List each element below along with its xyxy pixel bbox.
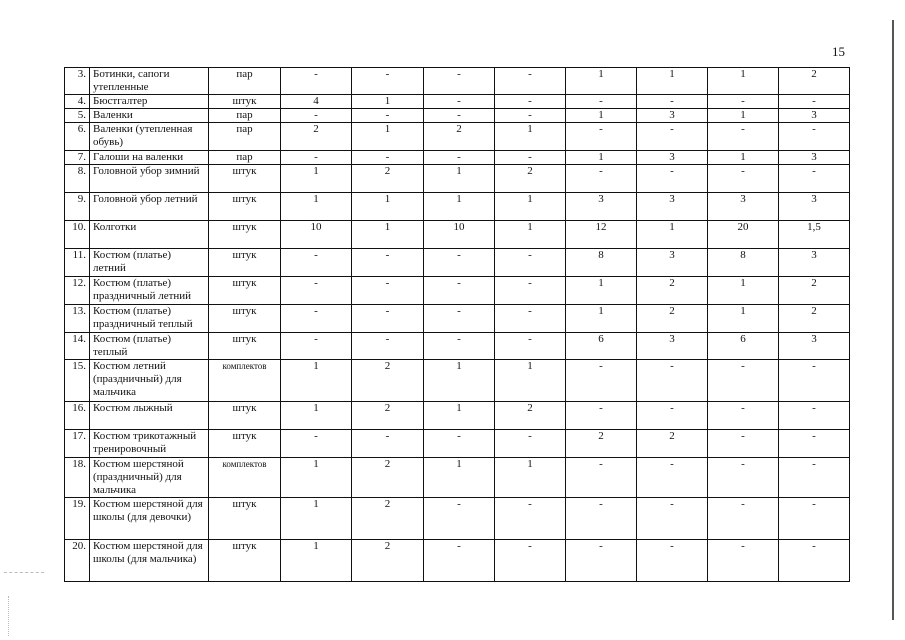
value-cell: - bbox=[779, 165, 850, 193]
value-cell: - bbox=[566, 402, 637, 430]
item-name: Костюм шерстяной для школы (для девочки) bbox=[90, 498, 209, 540]
unit-of-measure: штук bbox=[209, 249, 281, 277]
table-row bbox=[65, 249, 850, 277]
unit-of-measure: комплектов bbox=[209, 360, 281, 402]
value-cell: 1 bbox=[708, 68, 779, 95]
item-name: Галоши на валенки bbox=[90, 151, 209, 165]
value-cell: 3 bbox=[637, 193, 708, 221]
value-cell: 3 bbox=[779, 333, 850, 360]
table-row bbox=[65, 123, 850, 151]
value-cell: 1 bbox=[281, 360, 352, 402]
value-cell: - bbox=[637, 165, 708, 193]
value-cell: - bbox=[352, 109, 424, 123]
value-cell: 3 bbox=[779, 193, 850, 221]
value-cell: - bbox=[637, 540, 708, 582]
table-row bbox=[65, 333, 850, 360]
value-cell: 2 bbox=[352, 540, 424, 582]
value-cell: - bbox=[281, 249, 352, 277]
value-cell: 3 bbox=[566, 193, 637, 221]
value-cell: 3 bbox=[637, 333, 708, 360]
value-cell: 1 bbox=[495, 221, 566, 249]
unit-of-measure: штук bbox=[209, 221, 281, 249]
value-cell: 1 bbox=[281, 540, 352, 582]
table-row bbox=[65, 540, 850, 582]
value-cell: 6 bbox=[708, 333, 779, 360]
item-name: Головной убор зимний bbox=[90, 165, 209, 193]
item-name: Костюм (платье) праздничный летний bbox=[90, 277, 209, 305]
value-cell: - bbox=[779, 498, 850, 540]
value-cell: - bbox=[352, 305, 424, 333]
value-cell: 1 bbox=[281, 498, 352, 540]
value-cell: - bbox=[566, 498, 637, 540]
unit-of-measure: штук bbox=[209, 540, 281, 582]
value-cell: 2 bbox=[637, 305, 708, 333]
value-cell: 2 bbox=[352, 402, 424, 430]
row-number: 12. bbox=[65, 277, 90, 305]
value-cell: 1 bbox=[495, 123, 566, 151]
value-cell: 1 bbox=[352, 221, 424, 249]
value-cell: 2 bbox=[352, 360, 424, 402]
value-cell: 2 bbox=[779, 305, 850, 333]
value-cell: 1 bbox=[708, 305, 779, 333]
unit-of-measure: пар bbox=[209, 151, 281, 165]
value-cell: 1 bbox=[708, 151, 779, 165]
value-cell: - bbox=[495, 95, 566, 109]
value-cell: - bbox=[424, 249, 495, 277]
value-cell: - bbox=[779, 123, 850, 151]
table-row bbox=[65, 165, 850, 193]
unit-of-measure: пар bbox=[209, 109, 281, 123]
row-number: 14. bbox=[65, 333, 90, 360]
value-cell: 1 bbox=[352, 95, 424, 109]
value-cell: - bbox=[495, 540, 566, 582]
value-cell: 3 bbox=[779, 151, 850, 165]
table-row bbox=[65, 95, 850, 109]
value-cell: - bbox=[637, 402, 708, 430]
value-cell: - bbox=[779, 458, 850, 498]
row-number: 3. bbox=[65, 68, 90, 95]
item-name: Валенки (утепленная обувь) bbox=[90, 123, 209, 151]
value-cell: - bbox=[424, 540, 495, 582]
value-cell: - bbox=[281, 305, 352, 333]
value-cell: - bbox=[637, 498, 708, 540]
value-cell: 6 bbox=[566, 333, 637, 360]
table-row bbox=[65, 277, 850, 305]
value-cell: - bbox=[708, 540, 779, 582]
value-cell: - bbox=[495, 68, 566, 95]
value-cell: - bbox=[424, 333, 495, 360]
value-cell: - bbox=[495, 249, 566, 277]
value-cell: - bbox=[352, 249, 424, 277]
value-cell: 1 bbox=[424, 165, 495, 193]
value-cell: - bbox=[281, 68, 352, 95]
unit-of-measure: штук bbox=[209, 402, 281, 430]
table-row bbox=[65, 151, 850, 165]
value-cell: 1 bbox=[637, 68, 708, 95]
value-cell: 1 bbox=[708, 277, 779, 305]
value-cell: - bbox=[637, 95, 708, 109]
value-cell: - bbox=[637, 458, 708, 498]
unit-of-measure: штук bbox=[209, 193, 281, 221]
value-cell: - bbox=[566, 360, 637, 402]
row-number: 5. bbox=[65, 109, 90, 123]
row-number: 18. bbox=[65, 458, 90, 498]
row-number: 11. bbox=[65, 249, 90, 277]
value-cell: 1 bbox=[566, 109, 637, 123]
row-number: 4. bbox=[65, 95, 90, 109]
value-cell: 2 bbox=[281, 123, 352, 151]
value-cell: - bbox=[637, 123, 708, 151]
item-name: Костюм (платье) летний bbox=[90, 249, 209, 277]
unit-of-measure: штук bbox=[209, 277, 281, 305]
value-cell: 1 bbox=[424, 458, 495, 498]
row-number: 19. bbox=[65, 498, 90, 540]
value-cell: - bbox=[708, 458, 779, 498]
row-number: 16. bbox=[65, 402, 90, 430]
value-cell: 2 bbox=[637, 430, 708, 458]
value-cell: - bbox=[281, 151, 352, 165]
item-name: Ботинки, сапоги утепленные bbox=[90, 68, 209, 95]
value-cell: - bbox=[424, 68, 495, 95]
value-cell: - bbox=[779, 402, 850, 430]
value-cell: 2 bbox=[495, 402, 566, 430]
unit-of-measure: штук bbox=[209, 165, 281, 193]
value-cell: - bbox=[495, 333, 566, 360]
value-cell: - bbox=[352, 151, 424, 165]
value-cell: - bbox=[495, 305, 566, 333]
value-cell: 3 bbox=[779, 249, 850, 277]
unit-of-measure: пар bbox=[209, 68, 281, 95]
table-row bbox=[65, 221, 850, 249]
value-cell: 1 bbox=[495, 360, 566, 402]
value-cell: - bbox=[779, 95, 850, 109]
value-cell: 8 bbox=[708, 249, 779, 277]
unit-of-measure: штук bbox=[209, 305, 281, 333]
unit-of-measure: штук bbox=[209, 430, 281, 458]
value-cell: 1 bbox=[424, 360, 495, 402]
value-cell: 2 bbox=[352, 498, 424, 540]
value-cell: 2 bbox=[495, 165, 566, 193]
item-name: Костюм шерстяной (праздничный) для мальчика bbox=[90, 458, 209, 498]
value-cell: 1 bbox=[281, 402, 352, 430]
value-cell: - bbox=[566, 165, 637, 193]
row-number: 9. bbox=[65, 193, 90, 221]
value-cell: 2 bbox=[424, 123, 495, 151]
value-cell: - bbox=[495, 430, 566, 458]
table-row bbox=[65, 360, 850, 402]
item-name: Костюм лыжный bbox=[90, 402, 209, 430]
unit-of-measure: пар bbox=[209, 123, 281, 151]
row-number: 6. bbox=[65, 123, 90, 151]
value-cell: - bbox=[281, 333, 352, 360]
value-cell: 1 bbox=[566, 305, 637, 333]
value-cell: 2 bbox=[637, 277, 708, 305]
table-row bbox=[65, 68, 850, 95]
table-row bbox=[65, 498, 850, 540]
table-row bbox=[65, 193, 850, 221]
value-cell: 1 bbox=[566, 68, 637, 95]
item-name: Костюм трикотажный тренировочный bbox=[90, 430, 209, 458]
value-cell: - bbox=[708, 123, 779, 151]
value-cell: - bbox=[424, 151, 495, 165]
value-cell: 1 bbox=[352, 123, 424, 151]
table-row bbox=[65, 402, 850, 430]
unit-of-measure: комплектов bbox=[209, 458, 281, 498]
value-cell: 3 bbox=[637, 109, 708, 123]
item-name: Костюм (платье) праздничный теплый bbox=[90, 305, 209, 333]
item-name: Бюстгалтер bbox=[90, 95, 209, 109]
row-number: 13. bbox=[65, 305, 90, 333]
value-cell: - bbox=[637, 360, 708, 402]
value-cell: 1 bbox=[352, 193, 424, 221]
value-cell: - bbox=[352, 68, 424, 95]
value-cell: 1 bbox=[281, 193, 352, 221]
value-cell: 1 bbox=[281, 165, 352, 193]
page-number: 15 bbox=[832, 44, 845, 59]
value-cell: 4 bbox=[281, 95, 352, 109]
value-cell: - bbox=[495, 151, 566, 165]
value-cell: 1 bbox=[637, 221, 708, 249]
value-cell: 2 bbox=[352, 165, 424, 193]
item-name: Костюм летний (праздничный) для мальчика bbox=[90, 360, 209, 402]
value-cell: - bbox=[708, 165, 779, 193]
value-cell: 1 bbox=[708, 109, 779, 123]
value-cell: - bbox=[352, 277, 424, 305]
value-cell: - bbox=[708, 360, 779, 402]
value-cell: - bbox=[352, 430, 424, 458]
value-cell: 20 bbox=[708, 221, 779, 249]
value-cell: 1 bbox=[424, 193, 495, 221]
value-cell: 3 bbox=[637, 151, 708, 165]
value-cell: - bbox=[424, 277, 495, 305]
row-number: 15. bbox=[65, 360, 90, 402]
item-name: Валенки bbox=[90, 109, 209, 123]
value-cell: - bbox=[424, 498, 495, 540]
unit-of-measure: штук bbox=[209, 498, 281, 540]
value-cell: 1 bbox=[281, 458, 352, 498]
value-cell: 1 bbox=[424, 402, 495, 430]
table-row bbox=[65, 305, 850, 333]
value-cell: - bbox=[495, 277, 566, 305]
value-cell: - bbox=[424, 430, 495, 458]
item-name: Колготки bbox=[90, 221, 209, 249]
value-cell: - bbox=[779, 540, 850, 582]
value-cell: - bbox=[708, 95, 779, 109]
value-cell: 1 bbox=[566, 277, 637, 305]
value-cell: 1 bbox=[495, 458, 566, 498]
value-cell: - bbox=[708, 402, 779, 430]
value-cell: - bbox=[566, 458, 637, 498]
value-cell: 8 bbox=[566, 249, 637, 277]
value-cell: 3 bbox=[708, 193, 779, 221]
item-name: Костюм (платье) теплый bbox=[90, 333, 209, 360]
value-cell: 10 bbox=[424, 221, 495, 249]
value-cell: - bbox=[424, 305, 495, 333]
table-row bbox=[65, 430, 850, 458]
value-cell: 2 bbox=[779, 277, 850, 305]
value-cell: - bbox=[566, 95, 637, 109]
row-number: 17. bbox=[65, 430, 90, 458]
row-number: 20. bbox=[65, 540, 90, 582]
value-cell: - bbox=[495, 498, 566, 540]
table-row bbox=[65, 458, 850, 498]
value-cell: - bbox=[281, 430, 352, 458]
value-cell: 1 bbox=[495, 193, 566, 221]
row-number: 10. bbox=[65, 221, 90, 249]
scan-margin-mark bbox=[4, 572, 44, 573]
value-cell: 2 bbox=[352, 458, 424, 498]
value-cell: - bbox=[352, 333, 424, 360]
value-cell: - bbox=[281, 109, 352, 123]
clothing-norms-table bbox=[64, 67, 850, 582]
value-cell: 2 bbox=[566, 430, 637, 458]
value-cell: 1 bbox=[566, 151, 637, 165]
item-name: Головной убор летний bbox=[90, 193, 209, 221]
value-cell: 12 bbox=[566, 221, 637, 249]
value-cell: - bbox=[281, 277, 352, 305]
value-cell: 3 bbox=[779, 109, 850, 123]
value-cell: - bbox=[495, 109, 566, 123]
value-cell: - bbox=[566, 540, 637, 582]
value-cell: 1,5 bbox=[779, 221, 850, 249]
scan-margin-dots bbox=[8, 596, 10, 636]
value-cell: - bbox=[566, 123, 637, 151]
value-cell: - bbox=[708, 498, 779, 540]
value-cell: - bbox=[779, 360, 850, 402]
unit-of-measure: штук bbox=[209, 333, 281, 360]
scan-edge-line bbox=[892, 20, 894, 620]
value-cell: - bbox=[424, 95, 495, 109]
value-cell: - bbox=[424, 109, 495, 123]
row-number: 8. bbox=[65, 165, 90, 193]
value-cell: 10 bbox=[281, 221, 352, 249]
value-cell: - bbox=[708, 430, 779, 458]
item-name: Костюм шерстяной для школы (для мальчика) bbox=[90, 540, 209, 582]
unit-of-measure: штук bbox=[209, 95, 281, 109]
value-cell: - bbox=[779, 430, 850, 458]
value-cell: 3 bbox=[637, 249, 708, 277]
row-number: 7. bbox=[65, 151, 90, 165]
table-row bbox=[65, 109, 850, 123]
value-cell: 2 bbox=[779, 68, 850, 95]
